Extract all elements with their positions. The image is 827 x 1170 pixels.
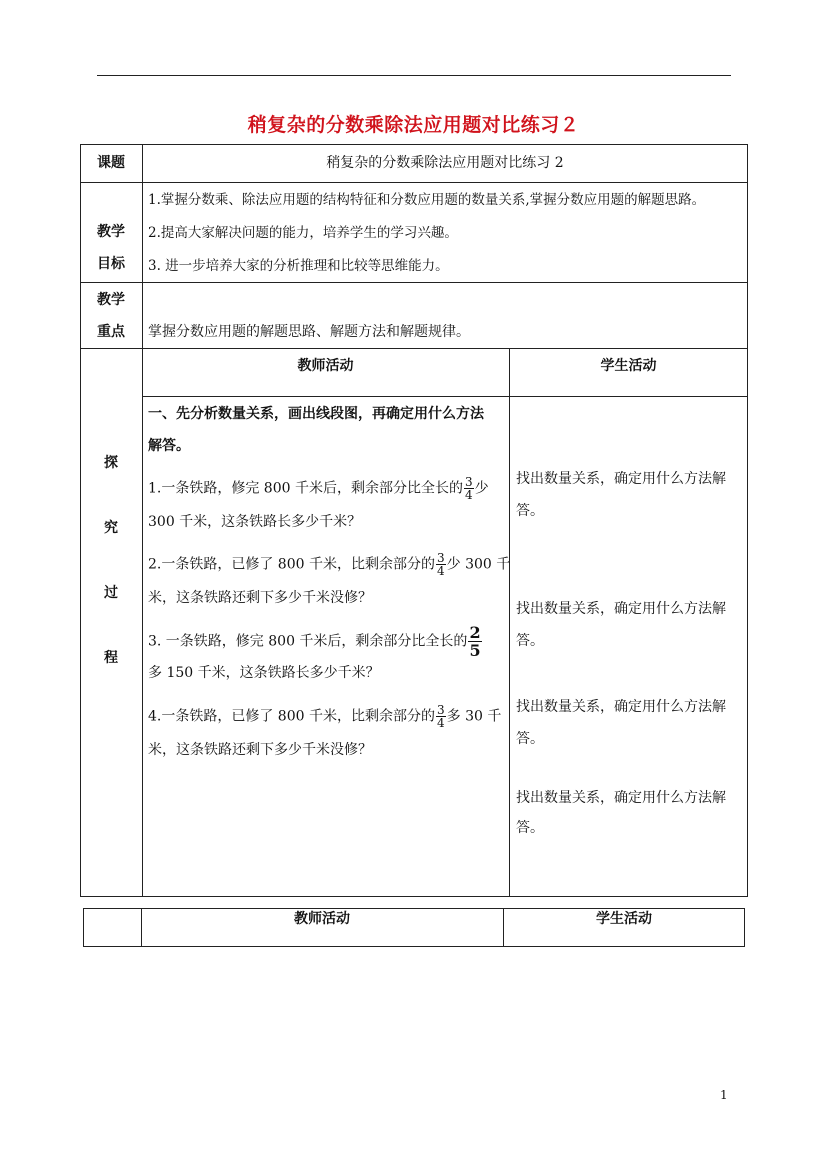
teacher-activity-header: 教师活动 [294,911,350,927]
goals-label-1: 教学 [97,224,125,240]
problem-3-line-2: 多 150 千米，这条铁路长多少千米？ [148,665,380,681]
goal-item: 1.掌握分数乘、除法应用题的结构特征和分数应用题的数量关系,掌握分数应用题的解题思路。 [148,192,706,208]
process-label: 过 [104,585,118,601]
row-divider [142,396,748,397]
problem-4-line-1: 4.一条铁路，已修了 800 千米，比剩余部分的 $\frac{3}{4}$ 多 30 千 [148,703,502,730]
process-label: 究 [104,520,118,536]
student-note: 找出数量关系，确定用什么方法解 [516,699,726,715]
focus-label-2: 重点 [97,324,125,340]
teacher-activity-header: 教师活动 [297,358,354,374]
section-title-cont: 解答。 [148,438,190,454]
page-title: 稍复杂的分数乘除法应用题对比练习２ [247,114,580,136]
goal-item: 2.提高大家解决问题的能力，培养学生的学习兴趣。 [148,225,458,241]
topic-value: 稍复杂的分数乘除法应用题对比练习 2 [326,155,564,171]
process-label: 程 [104,650,118,666]
row-divider [80,282,748,283]
topic-label: 课题 [97,155,125,171]
header-rule [97,75,731,76]
fraction: $\frac{3}{4}$ [436,551,445,578]
problem-1-line-1: 1.一条铁路，修完 800 千米后，剩余部分比全长的 $\frac{3}{4}$ 少 [148,475,489,502]
problem-1-line-2: 300 千米，这条铁路长多少千米？ [148,514,362,530]
student-note: 找出数量关系，确定用什么方法解 [516,471,726,487]
problem-2-line-1: 2.一条铁路，已修了 800 千米，比剩余部分的 $\frac{3}{4}$ 少 300 千 [148,551,511,578]
goal-item: 3. 进一步培养大家的分析推理和比较等思维能力。 [148,258,449,274]
process-label: 探 [104,455,118,471]
problem-4-line-2: 米，这条铁路还剩下多少千米没修？ [148,742,372,758]
fraction: $\frac{3}{4}$ [464,475,473,502]
fraction: $\frac{3}{4}$ [436,703,445,730]
fraction: $\frac{2}{5}$ [469,623,481,660]
focus-label-1: 教学 [97,292,125,308]
section-title: 一、先分析数量关系，画出线段图，再确定用什么方法 [148,406,484,422]
student-activity-header: 学生活动 [596,911,652,927]
student-note-cont: 答。 [516,503,544,519]
student-note-cont: 答。 [516,731,544,747]
student-note: 找出数量关系，确定用什么方法解 [516,601,726,617]
student-note-cont: 答。 [516,633,544,649]
focus-value: 掌握分数应用题的解题思路、解题方法和解题规律。 [148,324,470,340]
row-divider [80,182,748,183]
row-divider [80,348,748,349]
student-note: 找出数量关系，确定用什么方法解 [516,790,726,806]
problem-2-line-2: 米，这条铁路还剩下多少千米没修？ [148,590,372,606]
column-divider [142,144,143,897]
problem-3-line-1: 3. 一条铁路，修完 800 千米后，剩余部分比全长的 $\frac{2}{5}$ [148,623,481,660]
student-note-cont: 答。 [516,820,544,836]
page-number: 1 [720,1088,728,1102]
column-divider [509,348,510,897]
goals-label-2: 目标 [97,256,125,272]
student-activity-header: 学生活动 [600,358,657,374]
